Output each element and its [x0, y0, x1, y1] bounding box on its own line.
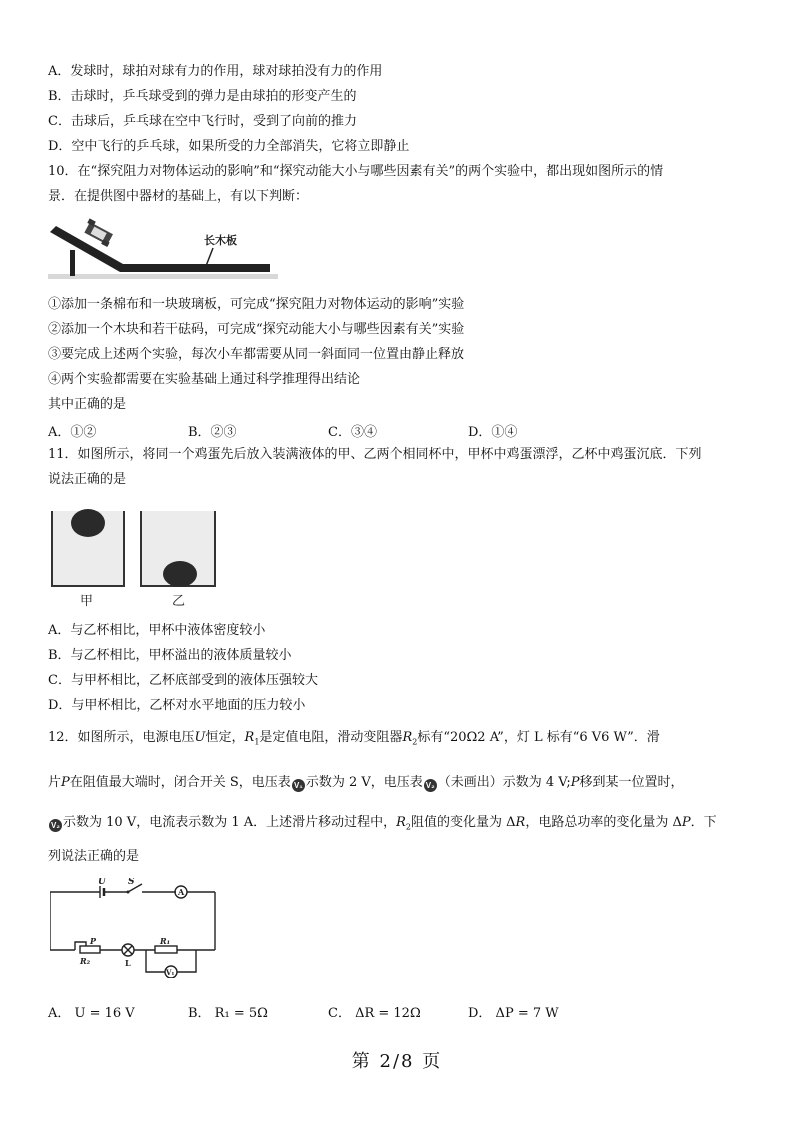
text: ．下 [690, 815, 717, 830]
text: 示数为 10 V，电流表示数为 1 A．上述滑片移动过程中， [63, 815, 397, 830]
voltmeter-v1-icon: V₁ [292, 779, 305, 792]
text: 标有“20Ω2 A”，灯 L 标有“6 V6 W”．滑 [417, 730, 660, 745]
cup-label-jia: 甲 [80, 594, 94, 609]
q11-option-c: C．与甲杯相比，乙杯底部受到的液体压强较大 [48, 673, 318, 688]
text: 片 [48, 775, 62, 790]
q10-stem: 10．在“探究阻力对物体运动的影响”和“探究动能大小与哪些因素有关”的两个实验中，都出现如图所示的情 [48, 164, 664, 179]
symbol-r: R [515, 815, 526, 830]
lamp-label: L [125, 958, 131, 968]
q12-option-b: B． R₁ = 5Ω [188, 1006, 268, 1021]
subscript: 2 [405, 822, 412, 832]
q11-option-a: A．与乙杯相比，甲杯中液体密度较小 [48, 623, 266, 638]
text: ，电路总功率的变化量为 Δ [525, 815, 682, 830]
label-p: P [90, 936, 97, 946]
text: 在阻值最大端时，闭合开关 S，电压表 [69, 775, 291, 790]
q12-option-a: A． U = 16 V [48, 1006, 135, 1021]
q10-prompt: 其中正确的是 [48, 397, 127, 412]
q12-stem-line1 [48, 729, 660, 752]
page-number: 第 2/8 页 [351, 1051, 443, 1072]
q11-cups-figure [50, 505, 230, 610]
subscript: 2 [412, 737, 418, 747]
q12-stem-line2 [48, 774, 684, 792]
voltmeter-v2-icon: V₂ [424, 779, 437, 792]
egg-cups-diagram [50, 505, 230, 610]
text: 阻值的变化量为 Δ [411, 815, 516, 830]
incline-board-diagram [48, 214, 278, 286]
q10-option-a: A．①② [48, 425, 97, 440]
text: 是定值电阻，滑动变阻器 [259, 730, 403, 745]
q9-option-d: D．空中飞行的乒乓球，如果所受的力全部消失，它将立即静止 [48, 139, 410, 154]
q9-option-a: A．发球时，球拍对球有力的作用，球对球拍没有力的作用 [48, 64, 383, 79]
symbol-p: P [570, 775, 580, 790]
ammeter-icon: A [178, 887, 185, 897]
q12-options [48, 1002, 648, 1020]
label-s: S [128, 878, 135, 887]
q12-option-d: D． ΔP = 7 W [468, 1006, 559, 1021]
q11-option-d: D．与甲杯相比，乙杯对水平地面的压力较小 [48, 698, 306, 713]
q10-statement-2: ②添加一个木块和若干砝码，可完成“探究动能大小与哪些因素有关”实验 [48, 322, 465, 337]
symbol-u: U [194, 730, 206, 745]
text: （未画出）示数为 4 V; [437, 775, 571, 790]
voltmeter-v2-icon: V₂ [49, 819, 62, 832]
q11-stem-cont: 说法正确的是 [48, 472, 127, 487]
text: 移到某一位置时， [579, 775, 684, 790]
circuit-diagram [50, 878, 230, 978]
q9-option-c: C．击球后，乒乓球在空中飞行时，受到了向前的推力 [48, 114, 357, 129]
q10-option-c: C．③④ [328, 425, 377, 440]
q10-statement-4: ④两个实验都需要在实验基础上通过科学推理得出结论 [48, 372, 361, 387]
q11-option-b: B．与乙杯相比，甲杯溢出的液体质量较小 [48, 648, 292, 663]
q10-option-b: B．②③ [188, 425, 237, 440]
subscript: 1 [254, 737, 260, 747]
q10-statement-3: ③要完成上述两个实验，每次小车都需要从同一斜面同一位置由静止释放 [48, 347, 465, 362]
text: 示数为 2 V，电压表 [305, 775, 423, 790]
symbol-p: P [681, 815, 691, 830]
q12-option-c: C． ΔR = 12Ω [328, 1006, 421, 1021]
figure-label-long-board: 长木板 [204, 234, 237, 247]
symbol-r2: R [396, 815, 406, 830]
text: 12．如图所示，电源电压 [48, 730, 195, 745]
q10-statement-1: ①添加一条棉布和一块玻璃板，可完成“探究阻力对物体运动的影响”实验 [48, 297, 465, 312]
label-u: U [98, 878, 106, 887]
symbol-p: P [61, 775, 70, 790]
text: 恒定， [205, 730, 245, 745]
q10-option-d: D．①④ [468, 425, 518, 440]
label-r1: R₁ [160, 936, 171, 946]
q10-stem-cont: 景．在提供图中器材的基础上，有以下判断： [48, 189, 309, 204]
symbol-r1: R [244, 730, 255, 745]
symbol-r2: R [402, 730, 413, 745]
q11-stem: 11．如图所示，将同一个鸡蛋先后放入装满液体的甲、乙两个相同杯中，甲杯中鸡蛋漂浮，乙杯中鸡蛋沉底．下列 [48, 447, 702, 462]
voltmeter-v1-icon: V₁ [166, 968, 175, 977]
q12-stem-line4: 列说法正确的是 [48, 849, 140, 864]
cup-label-yi: 乙 [172, 594, 186, 609]
q10-incline-figure [48, 214, 278, 286]
q9-option-b: B．击球时，乒乓球受到的弹力是由球拍的形变产生的 [48, 89, 357, 104]
label-r2: R₂ [80, 956, 91, 966]
q10-options [48, 421, 648, 439]
q12-stem-line3 [48, 814, 717, 837]
q12-circuit-figure [50, 878, 230, 978]
